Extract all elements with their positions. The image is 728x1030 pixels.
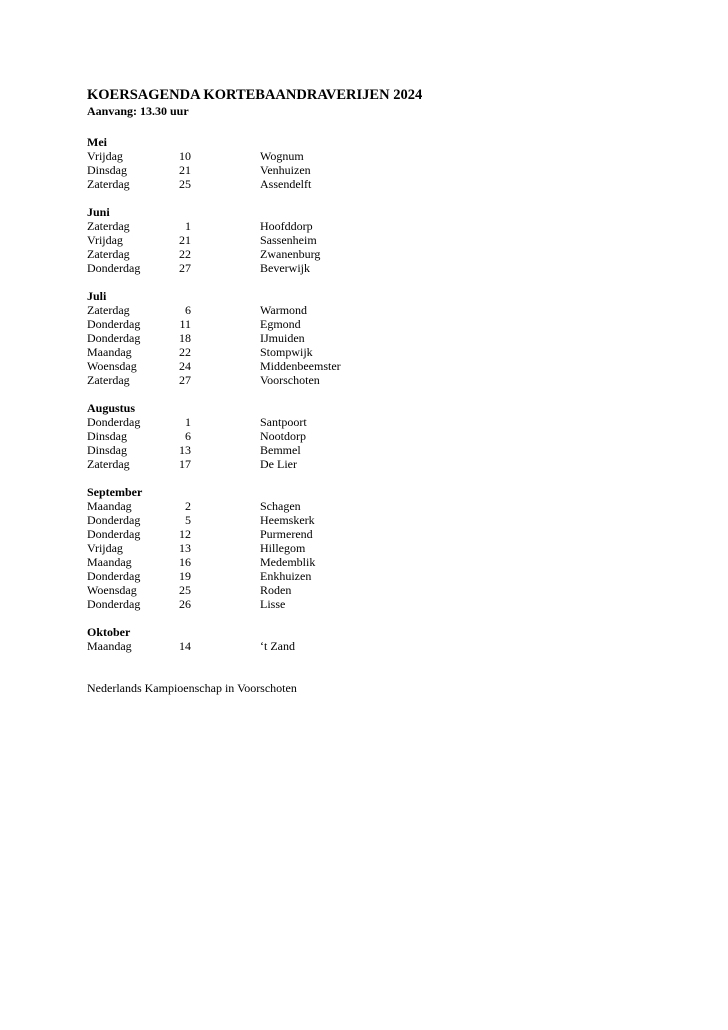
schedule-row [87,597,687,611]
month-heading: Mei [87,135,107,149]
location: Santpoort [260,415,307,429]
schedule-row [87,219,687,233]
schedule-row [87,233,687,247]
date: 17 [179,457,191,471]
location: Enkhuizen [260,569,312,583]
start-time: Aanvang: 13.30 uur [87,104,189,118]
weekday: Zaterdag [87,177,130,191]
month-section [87,135,687,191]
location: Schagen [260,499,301,513]
month-section [87,485,687,611]
date: 2 [185,499,191,513]
month-heading: Juli [87,289,107,303]
month-heading: Oktober [87,625,131,639]
date: 11 [179,317,191,331]
schedule-row [87,415,687,429]
weekday: Zaterdag [87,247,130,261]
location: Egmond [260,317,301,331]
location: Nootdorp [260,429,306,443]
date: 14 [179,639,191,653]
date: 21 [179,233,191,247]
schedule-row [87,569,687,583]
location: Middenbeemster [260,359,341,373]
schedule-row [87,261,687,275]
location: Stompwijk [260,345,313,359]
schedule-row [87,555,687,569]
schedule-row [87,541,687,555]
date: 24 [179,359,191,373]
schedule [87,135,687,653]
month-heading: Juni [87,205,110,219]
schedule-row [87,303,687,317]
schedule-row [87,583,687,597]
location: Purmerend [260,527,313,541]
weekday: Donderdag [87,527,141,541]
location: Voorschoten [260,373,320,387]
schedule-row [87,499,687,513]
location: Bemmel [260,443,301,457]
weekday: Donderdag [87,597,141,611]
weekday: Dinsdag [87,429,127,443]
weekday: Vrijdag [87,541,123,555]
schedule-row [87,149,687,163]
weekday: Maandag [87,499,132,513]
weekday: Donderdag [87,261,141,275]
schedule-row [87,429,687,443]
date: 1 [185,219,191,233]
date: 27 [179,261,191,275]
weekday: Woensdag [87,583,137,597]
month-section [87,401,687,471]
date: 25 [179,583,191,597]
month-section [87,205,687,275]
weekday: Donderdag [87,569,141,583]
location: Hillegom [260,541,306,555]
location: Heemskerk [260,513,315,527]
location: Beverwijk [260,261,310,275]
schedule-row [87,373,687,387]
weekday: Vrijdag [87,233,123,247]
weekday: Donderdag [87,513,141,527]
date: 22 [179,345,191,359]
location: Assendelft [260,177,312,191]
date: 6 [185,303,191,317]
location: Venhuizen [260,163,311,177]
schedule-row [87,317,687,331]
weekday: Vrijdag [87,149,123,163]
date: 13 [179,443,191,457]
weekday: Zaterdag [87,303,130,317]
schedule-row [87,345,687,359]
date: 22 [179,247,191,261]
month-section [87,289,687,387]
date: 12 [179,527,191,541]
date: 26 [179,597,191,611]
weekday: Zaterdag [87,373,130,387]
location: Sassenheim [260,233,317,247]
date: 16 [179,555,191,569]
weekday: Donderdag [87,317,141,331]
month-heading: Augustus [87,401,136,415]
weekday: Maandag [87,639,132,653]
date: 25 [179,177,191,191]
location: IJmuiden [260,331,305,345]
weekday: Donderdag [87,415,141,429]
page-title: KOERSAGENDA KORTEBAANDRAVERIJEN 2024 [87,87,423,103]
location: De Lier [260,457,297,471]
month-section [87,625,687,653]
location: ‘t Zand [260,639,295,653]
schedule-row [87,331,687,345]
schedule-row [87,443,687,457]
date: 1 [185,415,191,429]
location: Zwanenburg [260,247,321,261]
document-page [87,86,687,695]
schedule-row [87,359,687,373]
date: 18 [179,331,191,345]
date: 27 [179,373,191,387]
location: Wognum [260,149,304,163]
schedule-row [87,247,687,261]
weekday: Donderdag [87,331,141,345]
weekday: Zaterdag [87,219,130,233]
location: Roden [260,583,292,597]
date: 10 [179,149,191,163]
schedule-row [87,639,687,653]
schedule-row [87,163,687,177]
weekday: Maandag [87,345,132,359]
footnote: Nederlands Kampioenschap in Voorschoten [87,681,297,695]
schedule-row [87,513,687,527]
schedule-row [87,457,687,471]
weekday: Dinsdag [87,443,127,457]
date: 21 [179,163,191,177]
date: 19 [179,569,191,583]
location: Warmond [260,303,308,317]
date: 5 [185,513,191,527]
schedule-row [87,177,687,191]
weekday: Maandag [87,555,132,569]
location: Hoofddorp [260,219,313,233]
schedule-row [87,527,687,541]
weekday: Woensdag [87,359,137,373]
date: 6 [185,429,191,443]
month-heading: September [87,485,143,499]
date: 13 [179,541,191,555]
weekday: Zaterdag [87,457,130,471]
location: Medemblik [260,555,316,569]
weekday: Dinsdag [87,163,127,177]
location: Lisse [260,597,286,611]
